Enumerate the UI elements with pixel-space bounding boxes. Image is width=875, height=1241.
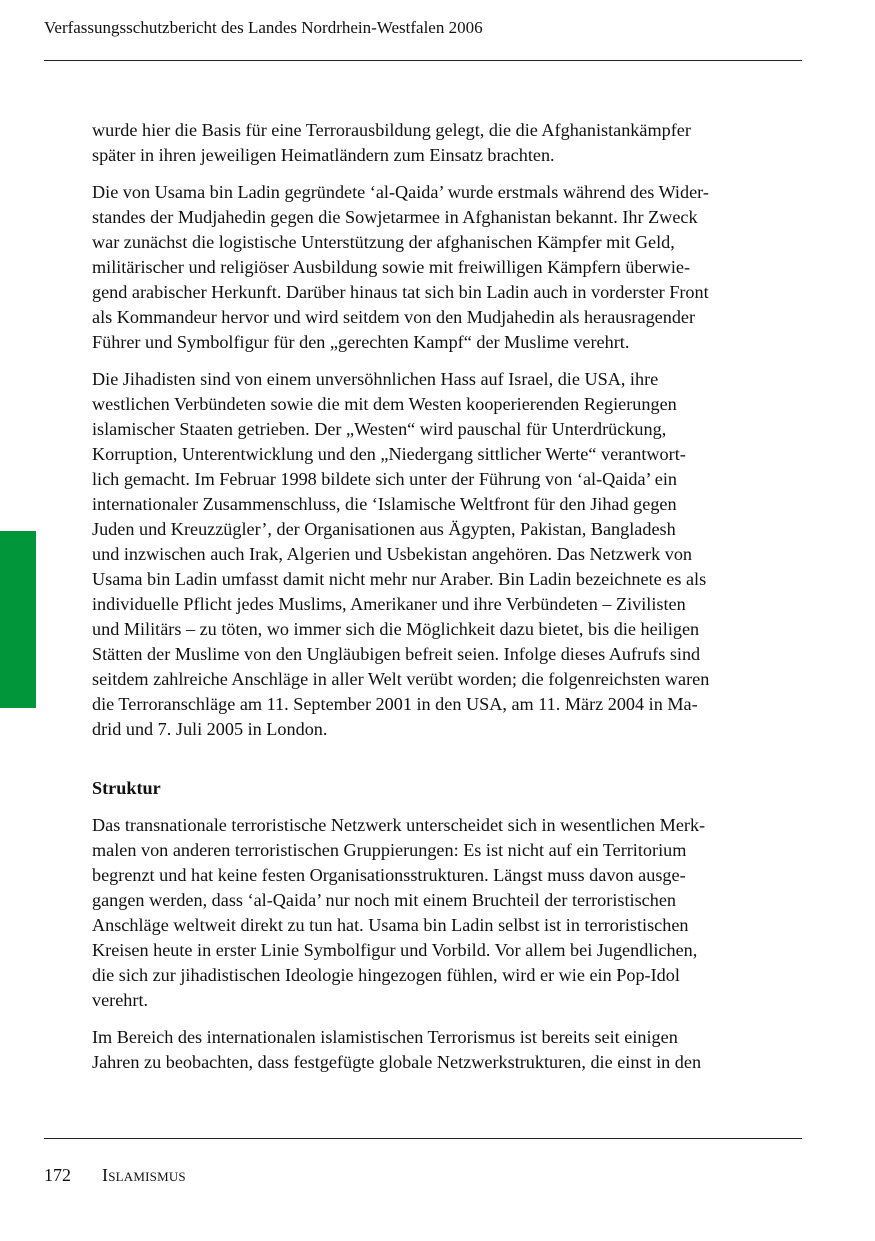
section-heading: Struktur [92,778,161,798]
footer-section-name: Islamismus [102,1165,186,1185]
chapter-marker-tab [0,531,36,708]
running-header: Verfassungsschutzbericht des Landes Nordrhein-Westfalen 2006 [44,18,483,37]
page-footer [44,1163,186,1187]
paragraph: Im Bereich des internationalen islamistischen Terrorismus ist bereits seit einigen Jahren zu beobachten, dass festgefügte globale Netzwerkstrukturen, die einst in den [92,1027,702,1072]
paragraph: Die Jihadisten sind von einem unversöhnlichen Hass auf Israel, die USA, ihre westlichen Verbündeten sowie die mit dem Westen kooperierenden Regierungen islamischer Staaten getrieben. Der „Westen“ wird pauschal für Unterdrückung, Korruption, Unterentwicklung und den „Niedergang sittlicher Werte“ verantwort- lich gemacht. Im Februar 1998 bildete sich unter der Führung von ‘al-Qaida’ ein internationaler Zusammenschluss, die ‘Islamische Weltfront für den Jihad gegen Juden und Kreuzzügler’, der Organisationen aus Ägypten, Pakistan, Bangladesh und inzwischen auch Irak, Algerien und Usbekistan angehören. Das Netzwerk von Usama bin Ladin umfasst damit nicht mehr nur Araber. Bin Ladin bezeichnete es als individuelle Pflicht jedes Muslims, Amerikaner und ihre Verbündeten – Zivilisten und Militärs – zu töten, wo immer sich die Möglichkeit dazu bietet, bis die heiligen Stätten der Muslime von den Ungläubigen befreit seien. Infolge dieses Aufrufs sind seitdem zahlreiche Anschläge in aller Welt verübt worden; die folgenreichsten waren die Terroranschläge am 11. September 2001 in den USA, am 11. März 2004 in Ma- drid und 7. Juli 2005 in London. [92,369,710,739]
paragraph: Das transnationale terroristische Netzwerk unterscheidet sich in wesentlichen Merk- malen von anderen terroristischen Gruppierungen: Es ist nicht auf ein Territorium begrenzt und hat keine festen Organisationsstrukturen. Längst muss davon ausge- gangen werden, dass ‘al-Qaida’ nur noch mit einem Bruchteil der terroristischen Anschläge weltweit direkt zu tun hat. Usama bin Ladin selbst ist in terroristischen Kreisen heute in erster Linie Symbolfigur und Vorbild. Vor allem bei Jugendlichen, die sich zur jihadistischen Ideologie hingezogen fühlen, wird er wie ein Pop-Idol verehrt. [92,815,706,1010]
paragraph: wurde hier die Basis für eine Terrorausbildung gelegt, die die Afghanistankämpfer später in ihren jeweiligen Heimatländern zum Einsatz brachten. [92,120,691,165]
header-rule [44,60,802,61]
page-body [92,118,804,1087]
page-number: 172 [44,1165,71,1185]
footer-rule [44,1138,802,1139]
paragraph: Die von Usama bin Ladin gegründete ‘al-Qaida’ wurde erstmals während des Wider- standes der Mudjahedin gegen die Sowjetarmee in Afghanistan bekannt. Ihr Zweck war zunächst die logistische Unterstützung der afghanischen Kämpfer mit Geld, militärischer und religiöser Ausbildung sowie mit freiwilligen Kämpfern überwie- gend arabischer Herkunft. Darüber hinaus tat sich bin Ladin auch in vorderster Front als Kommandeur hervor und wird seitdem von den Mudjahedin als herausragender Führer und Symbolfigur für den „gerechten Kampf“ der Muslime verehrt. [92,182,709,352]
